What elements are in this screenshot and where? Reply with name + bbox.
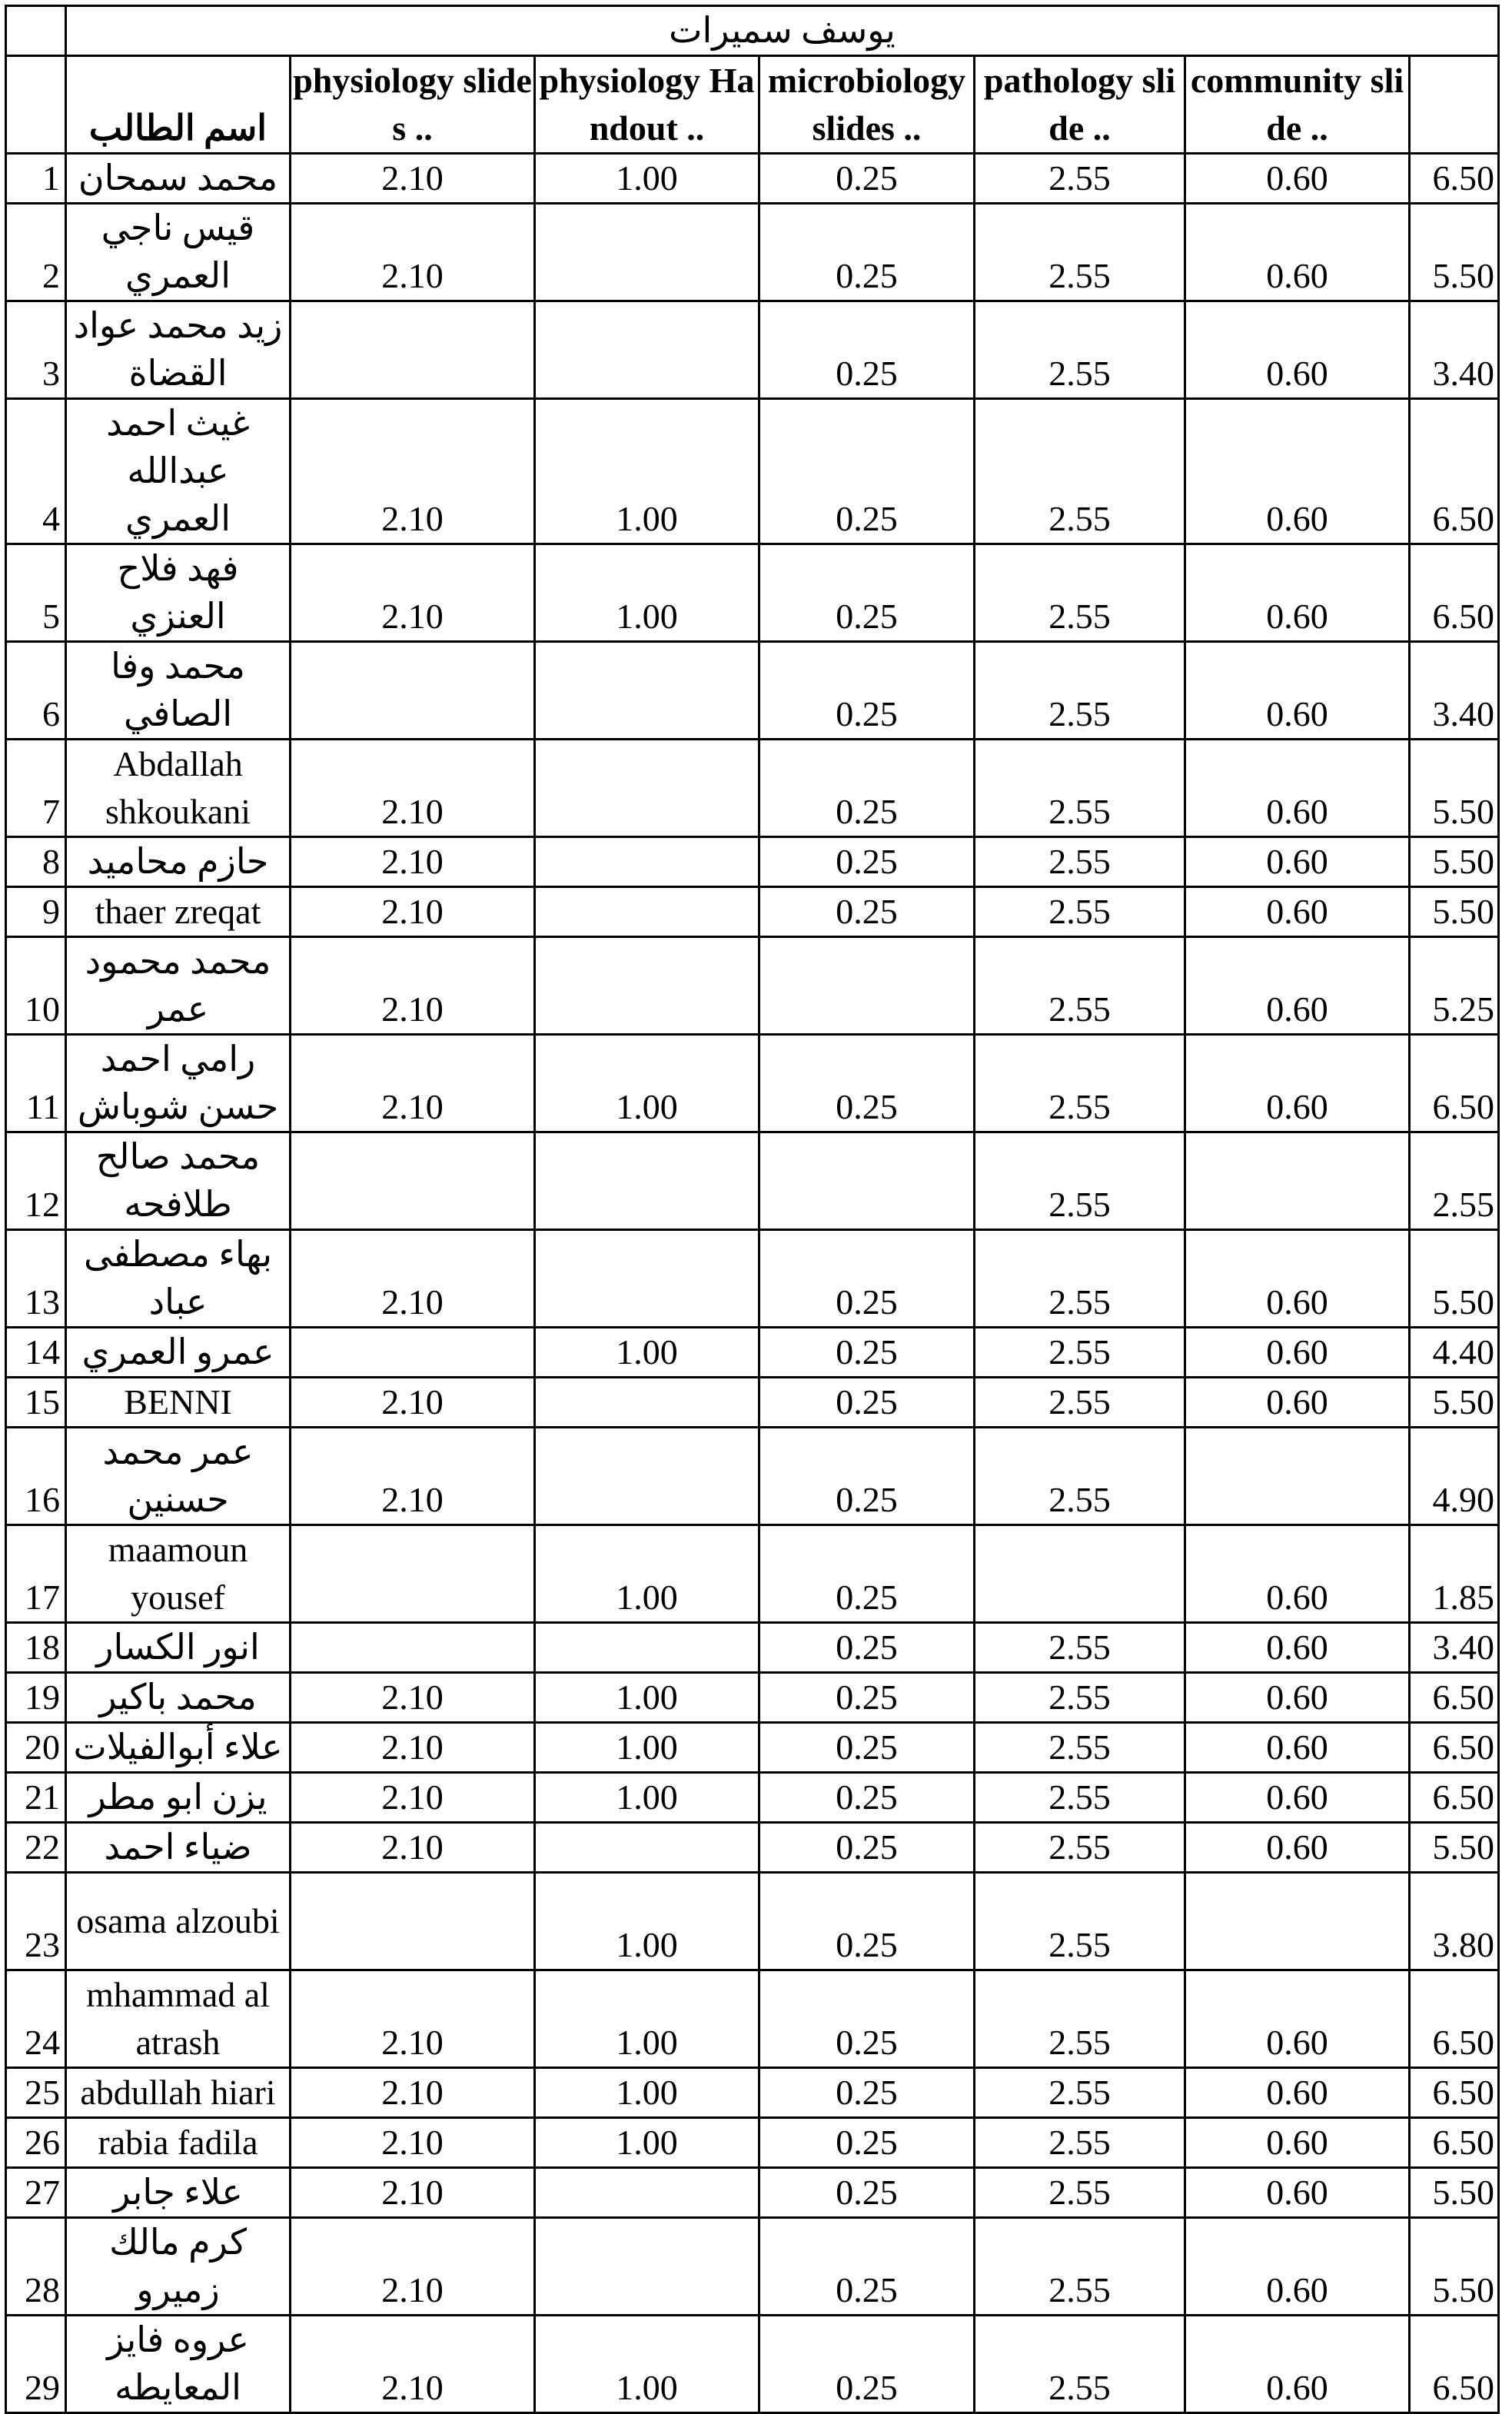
student-name-cell: محمد سمحان [66,154,291,204]
table-row [6,1673,1499,1723]
header-pathology-slide: pathology slide .. [975,56,1185,154]
physiology-slides-cell: 2.10 [291,1823,535,1873]
corner-cell [6,6,66,56]
total-cell: 6.50 [1410,1773,1499,1823]
student-name-cell: كرم مالك زميرو [66,2218,291,2316]
row-number-cell: 18 [6,1623,66,1673]
table-row [6,1132,1499,1230]
community-slide-cell: 0.60 [1185,2068,1410,2118]
total-cell: 5.50 [1410,1378,1499,1428]
row-number-cell: 27 [6,2168,66,2218]
pathology-slide-cell: 2.55 [975,2168,1185,2218]
physiology-handout-cell [535,837,759,887]
header-number-cell [6,56,66,154]
row-number-cell: 5 [6,544,66,642]
student-name-cell: علاء أبوالفيلات [66,1723,291,1773]
title-row [6,6,1499,56]
grades-table [5,5,1500,2414]
table-row [6,1230,1499,1328]
student-name-cell: علاء جابر [66,2168,291,2218]
student-name-cell: rabia fadila [66,2118,291,2168]
table-row [6,2218,1499,2316]
table-row [6,544,1499,642]
physiology-slides-cell: 2.10 [291,1378,535,1428]
physiology-slides-cell: 2.10 [291,1773,535,1823]
physiology-slides-cell: 2.10 [291,154,535,204]
student-name-cell: mhammad al atrash [66,1970,291,2068]
row-number-cell: 19 [6,1673,66,1723]
pathology-slide-cell: 2.55 [975,1035,1185,1132]
physiology-slides-cell: 2.10 [291,1970,535,2068]
row-number-cell: 15 [6,1378,66,1428]
header-community-slide: community slide .. [1185,56,1410,154]
row-number-cell: 12 [6,1132,66,1230]
community-slide-cell: 0.60 [1185,2218,1410,2316]
pathology-slide-cell: 2.55 [975,1623,1185,1673]
physiology-slides-cell [291,1132,535,1230]
header-microbiology-slides: microbiology slides .. [759,56,975,154]
row-number-cell: 25 [6,2068,66,2118]
pathology-slide-cell: 2.55 [975,301,1185,399]
row-number-cell: 3 [6,301,66,399]
community-slide-cell: 0.60 [1185,1623,1410,1673]
microbiology-slides-cell: 0.25 [759,1525,975,1623]
row-number-cell: 17 [6,1525,66,1623]
pathology-slide-cell: 2.55 [975,1378,1185,1428]
row-number-cell: 10 [6,937,66,1035]
table-row [6,1525,1499,1623]
pathology-slide-cell: 2.55 [975,1132,1185,1230]
student-name-cell: thaer zreqat [66,887,291,937]
student-name-cell: osama alzoubi [66,1873,291,1970]
physiology-slides-cell: 2.10 [291,1673,535,1723]
student-name-cell: Abdallah shkoukani [66,740,291,837]
pathology-slide-cell: 2.55 [975,154,1185,204]
total-cell: 6.50 [1410,2316,1499,2413]
table-row [6,837,1499,887]
total-cell: 5.50 [1410,837,1499,887]
row-number-cell: 20 [6,1723,66,1773]
table-row [6,1035,1499,1132]
microbiology-slides-cell: 0.25 [759,642,975,740]
physiology-handout-cell [535,204,759,301]
microbiology-slides-cell: 0.25 [759,1823,975,1873]
student-name-cell: زيد محمد عواد القضاة [66,301,291,399]
community-slide-cell: 0.60 [1185,301,1410,399]
physiology-handout-cell [535,1132,759,1230]
row-number-cell: 6 [6,642,66,740]
microbiology-slides-cell: 0.25 [759,1378,975,1428]
pathology-slide-cell: 2.55 [975,837,1185,887]
microbiology-slides-cell: 0.25 [759,2316,975,2413]
row-number-cell: 13 [6,1230,66,1328]
physiology-slides-cell: 2.10 [291,837,535,887]
row-number-cell: 8 [6,837,66,887]
community-slide-cell: 0.60 [1185,1723,1410,1773]
row-number-cell: 22 [6,1823,66,1873]
table-row [6,2168,1499,2218]
microbiology-slides-cell: 0.25 [759,2218,975,2316]
table-row [6,301,1499,399]
community-slide-cell: 0.60 [1185,937,1410,1035]
physiology-slides-cell [291,1525,535,1623]
pathology-slide-cell: 2.55 [975,937,1185,1035]
table-row [6,2316,1499,2413]
microbiology-slides-cell: 0.25 [759,2168,975,2218]
microbiology-slides-cell: 0.25 [759,1428,975,1525]
community-slide-cell [1185,1873,1410,1970]
student-name-cell: محمد وفا الصافي [66,642,291,740]
student-name-cell: عروه فايز المعايطه [66,2316,291,2413]
physiology-handout-cell: 1.00 [535,2118,759,2168]
total-cell: 6.50 [1410,2118,1499,2168]
community-slide-cell: 0.60 [1185,1773,1410,1823]
table-row [6,1773,1499,1823]
microbiology-slides-cell: 0.25 [759,399,975,544]
physiology-slides-cell: 2.10 [291,740,535,837]
physiology-handout-cell: 1.00 [535,154,759,204]
student-name-cell: محمد صالح طلافحه [66,1132,291,1230]
total-cell: 6.50 [1410,1723,1499,1773]
community-slide-cell: 0.60 [1185,887,1410,937]
row-number-cell: 2 [6,204,66,301]
physiology-handout-cell [535,1230,759,1328]
table-row [6,642,1499,740]
physiology-handout-cell: 1.00 [535,1970,759,2068]
header-student-name: اسم الطالب [66,56,291,154]
microbiology-slides-cell [759,1132,975,1230]
physiology-slides-cell: 2.10 [291,1428,535,1525]
student-name-cell: BENNI [66,1378,291,1428]
microbiology-slides-cell [759,937,975,1035]
physiology-handout-cell: 1.00 [535,1873,759,1970]
physiology-slides-cell: 2.10 [291,1723,535,1773]
microbiology-slides-cell: 0.25 [759,154,975,204]
pathology-slide-cell [975,1525,1185,1623]
physiology-handout-cell [535,887,759,937]
student-name-cell: maamoun yousef [66,1525,291,1623]
table-row [6,204,1499,301]
microbiology-slides-cell: 0.25 [759,204,975,301]
microbiology-slides-cell: 0.25 [759,544,975,642]
community-slide-cell: 0.60 [1185,1525,1410,1623]
total-cell: 3.40 [1410,642,1499,740]
community-slide-cell: 0.60 [1185,642,1410,740]
pathology-slide-cell: 2.55 [975,2316,1185,2413]
physiology-slides-cell: 2.10 [291,204,535,301]
physiology-slides-cell: 2.10 [291,2168,535,2218]
table-row [6,1378,1499,1428]
physiology-slides-cell: 2.10 [291,887,535,937]
physiology-handout-cell [535,1428,759,1525]
table-row [6,1328,1499,1378]
physiology-handout-cell [535,937,759,1035]
total-cell: 6.50 [1410,2068,1499,2118]
microbiology-slides-cell: 0.25 [759,837,975,887]
community-slide-cell: 0.60 [1185,1823,1410,1873]
community-slide-cell: 0.60 [1185,154,1410,204]
physiology-handout-cell: 1.00 [535,1035,759,1132]
total-cell: 5.50 [1410,2168,1499,2218]
physiology-handout-cell [535,1378,759,1428]
total-cell: 6.50 [1410,1970,1499,2068]
student-name-cell: يزن ابو مطر [66,1773,291,1823]
total-cell: 2.55 [1410,1132,1499,1230]
table-row [6,937,1499,1035]
row-number-cell: 23 [6,1873,66,1970]
microbiology-slides-cell: 0.25 [759,301,975,399]
total-cell: 6.50 [1410,1673,1499,1723]
total-cell: 6.50 [1410,544,1499,642]
pathology-slide-cell: 2.55 [975,642,1185,740]
microbiology-slides-cell: 0.25 [759,1328,975,1378]
microbiology-slides-cell: 0.25 [759,1623,975,1673]
row-number-cell: 29 [6,2316,66,2413]
total-cell: 5.50 [1410,204,1499,301]
total-cell: 4.90 [1410,1428,1499,1525]
physiology-handout-cell: 1.00 [535,1773,759,1823]
total-cell: 6.50 [1410,399,1499,544]
row-number-cell: 14 [6,1328,66,1378]
header-physiology-slides: physiology slides .. [291,56,535,154]
sheet-title: يوسف سميرات [66,6,1499,56]
microbiology-slides-cell: 0.25 [759,740,975,837]
physiology-handout-cell: 1.00 [535,2316,759,2413]
pathology-slide-cell: 2.55 [975,1970,1185,2068]
physiology-handout-cell [535,2218,759,2316]
student-name-cell: abdullah hiari [66,2068,291,2118]
microbiology-slides-cell: 0.25 [759,1723,975,1773]
total-cell: 5.50 [1410,1230,1499,1328]
row-number-cell: 1 [6,154,66,204]
community-slide-cell: 0.60 [1185,1230,1410,1328]
table-row [6,1970,1499,2068]
student-name-cell: ضياء احمد [66,1823,291,1873]
student-name-cell: عمر محمد حسنين [66,1428,291,1525]
community-slide-cell: 0.60 [1185,2118,1410,2168]
total-cell: 5.50 [1410,740,1499,837]
microbiology-slides-cell: 0.25 [759,1673,975,1723]
microbiology-slides-cell: 0.25 [759,1230,975,1328]
total-cell: 1.85 [1410,1525,1499,1623]
physiology-handout-cell: 1.00 [535,1328,759,1378]
physiology-handout-cell [535,740,759,837]
student-name-cell: غيث احمد عبدالله العمري [66,399,291,544]
student-name-cell: قيس ناجي العمري [66,204,291,301]
community-slide-cell [1185,1428,1410,1525]
table-row [6,740,1499,837]
row-number-cell: 9 [6,887,66,937]
physiology-slides-cell: 2.10 [291,1035,535,1132]
table-row [6,2068,1499,2118]
pathology-slide-cell: 2.55 [975,544,1185,642]
student-name-cell: انور الكسار [66,1623,291,1673]
pathology-slide-cell: 2.55 [975,204,1185,301]
row-number-cell: 7 [6,740,66,837]
physiology-slides-cell: 2.10 [291,544,535,642]
total-cell: 6.50 [1410,154,1499,204]
pathology-slide-cell: 2.55 [975,1328,1185,1378]
table-row [6,1723,1499,1773]
table-row [6,154,1499,204]
physiology-slides-cell: 2.10 [291,2316,535,2413]
total-cell: 6.50 [1410,1035,1499,1132]
community-slide-cell: 0.60 [1185,1035,1410,1132]
header-row [6,56,1499,154]
table-row [6,399,1499,544]
microbiology-slides-cell: 0.25 [759,1773,975,1823]
pathology-slide-cell: 2.55 [975,1723,1185,1773]
community-slide-cell: 0.60 [1185,544,1410,642]
row-number-cell: 16 [6,1428,66,1525]
row-number-cell: 28 [6,2218,66,2316]
table-row [6,1873,1499,1970]
pathology-slide-cell: 2.55 [975,1773,1185,1823]
header-physiology-handout: physiology Handout .. [535,56,759,154]
physiology-handout-cell: 1.00 [535,1723,759,1773]
microbiology-slides-cell: 0.25 [759,2118,975,2168]
physiology-slides-cell: 2.10 [291,2218,535,2316]
table-row [6,1623,1499,1673]
physiology-handout-cell [535,2168,759,2218]
student-name-cell: عمرو العمري [66,1328,291,1378]
physiology-slides-cell: 2.10 [291,399,535,544]
row-number-cell: 26 [6,2118,66,2168]
student-name-cell: رامي احمد حسن شوباش [66,1035,291,1132]
total-cell: 5.50 [1410,1823,1499,1873]
table-row [6,887,1499,937]
pathology-slide-cell: 2.55 [975,887,1185,937]
physiology-handout-cell: 1.00 [535,2068,759,2118]
table-row [6,1823,1499,1873]
microbiology-slides-cell: 0.25 [759,2068,975,2118]
community-slide-cell: 0.60 [1185,399,1410,544]
community-slide-cell: 0.60 [1185,837,1410,887]
physiology-handout-cell [535,642,759,740]
total-cell: 3.40 [1410,1623,1499,1673]
physiology-slides-cell [291,1623,535,1673]
pathology-slide-cell: 2.55 [975,2068,1185,2118]
physiology-handout-cell: 1.00 [535,1525,759,1623]
total-cell: 3.80 [1410,1873,1499,1970]
physiology-slides-cell: 2.10 [291,1230,535,1328]
community-slide-cell: 0.60 [1185,1328,1410,1378]
physiology-slides-cell: 2.10 [291,2118,535,2168]
pathology-slide-cell: 2.55 [975,1230,1185,1328]
pathology-slide-cell: 2.55 [975,1673,1185,1723]
student-name-cell: محمد باكير [66,1673,291,1723]
microbiology-slides-cell: 0.25 [759,1873,975,1970]
row-number-cell: 24 [6,1970,66,2068]
total-cell: 5.50 [1410,2218,1499,2316]
row-number-cell: 21 [6,1773,66,1823]
physiology-handout-cell: 1.00 [535,399,759,544]
microbiology-slides-cell: 0.25 [759,1035,975,1132]
pathology-slide-cell: 2.55 [975,740,1185,837]
physiology-handout-cell [535,301,759,399]
pathology-slide-cell: 2.55 [975,1428,1185,1525]
total-cell: 5.50 [1410,887,1499,937]
student-name-cell: بهاء مصطفى عباد [66,1230,291,1328]
pathology-slide-cell: 2.55 [975,1873,1185,1970]
community-slide-cell: 0.60 [1185,2316,1410,2413]
physiology-handout-cell: 1.00 [535,544,759,642]
community-slide-cell: 0.60 [1185,1970,1410,2068]
pathology-slide-cell: 2.55 [975,1823,1185,1873]
pathology-slide-cell: 2.55 [975,399,1185,544]
physiology-slides-cell: 2.10 [291,2068,535,2118]
pathology-slide-cell: 2.55 [975,2218,1185,2316]
community-slide-cell: 0.60 [1185,1673,1410,1723]
header-total [1410,56,1499,154]
total-cell: 3.40 [1410,301,1499,399]
student-name-cell: حازم محاميد [66,837,291,887]
table-row [6,1428,1499,1525]
community-slide-cell: 0.60 [1185,204,1410,301]
physiology-slides-cell [291,1873,535,1970]
physiology-slides-cell: 2.10 [291,937,535,1035]
pathology-slide-cell: 2.55 [975,2118,1185,2168]
row-number-cell: 11 [6,1035,66,1132]
physiology-slides-cell [291,1328,535,1378]
student-name-cell: فهد فلاح العنزي [66,544,291,642]
microbiology-slides-cell: 0.25 [759,887,975,937]
community-slide-cell: 0.60 [1185,2168,1410,2218]
physiology-slides-cell [291,301,535,399]
table-row [6,2118,1499,2168]
total-cell: 5.25 [1410,937,1499,1035]
student-name-cell: محمد محمود عمر [66,937,291,1035]
row-number-cell: 4 [6,399,66,544]
physiology-slides-cell [291,642,535,740]
total-cell: 4.40 [1410,1328,1499,1378]
community-slide-cell [1185,1132,1410,1230]
microbiology-slides-cell: 0.25 [759,1970,975,2068]
community-slide-cell: 0.60 [1185,1378,1410,1428]
physiology-handout-cell [535,1623,759,1673]
community-slide-cell: 0.60 [1185,740,1410,837]
physiology-handout-cell: 1.00 [535,1673,759,1723]
physiology-handout-cell [535,1823,759,1873]
